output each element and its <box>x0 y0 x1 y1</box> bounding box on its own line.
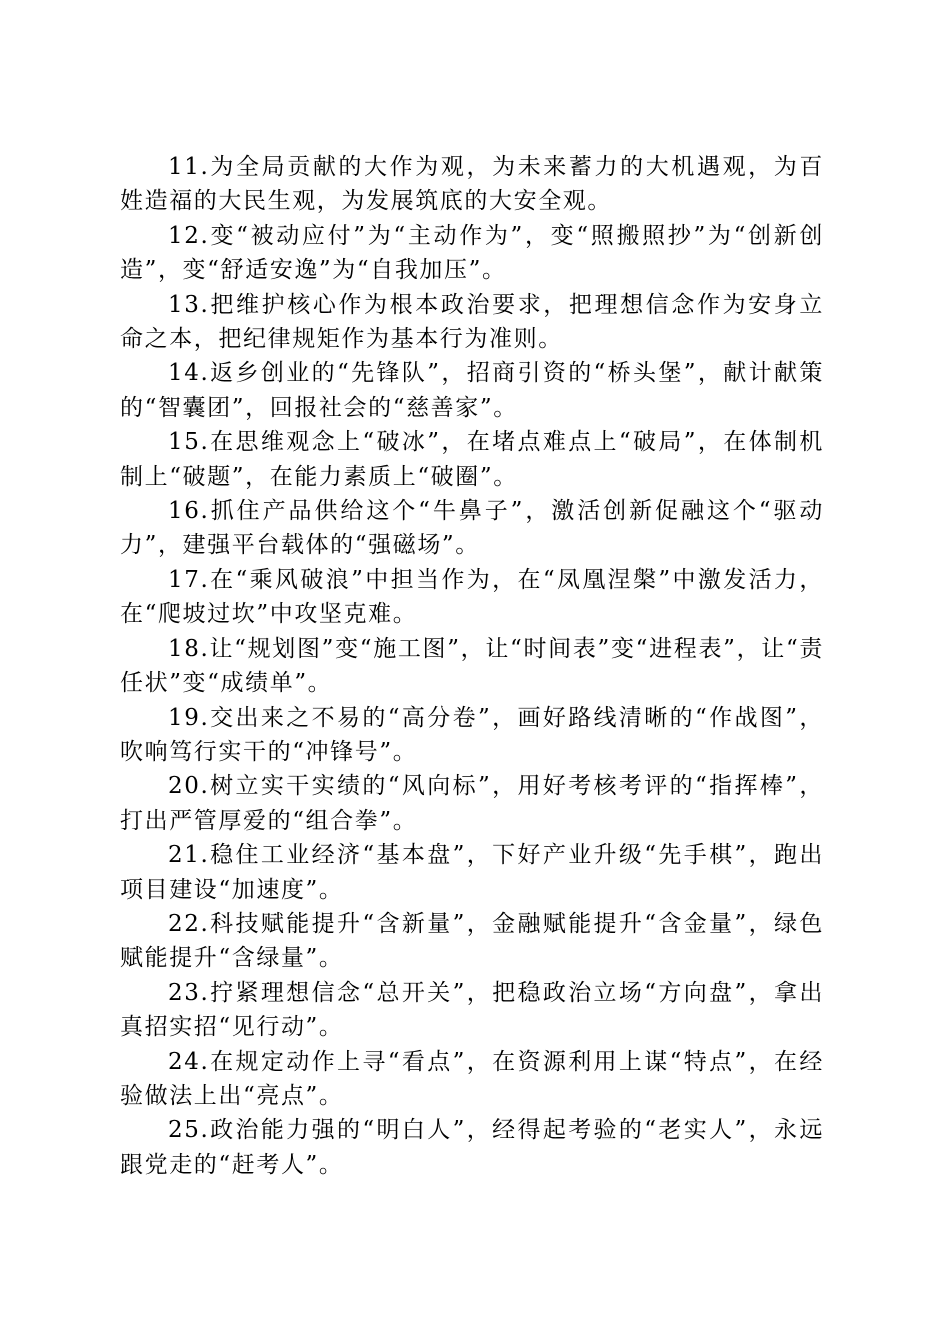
paragraph-21: 21.稳住工业经济“基本盘”，下好产业升级“先手棋”，跑出项目建设“加速度”。 <box>120 842 824 903</box>
paragraph-22: 22.科技赋能提升“含新量”，金融赋能提升“含金量”，绿色赋能提升“含绿量”。 <box>120 910 824 972</box>
paragraph-14: 14.返乡创业的“先锋队”，招商引资的“桥头堡”，献计献策的“智囊团”，回报社会的“慈善家”。 <box>120 360 824 421</box>
paragraph-19: 19.交出来之不易的“高分卷”，画好路线清晰的“作战图”，吹响笃行实干的“冲锋号”。 <box>120 704 824 765</box>
document-body <box>120 150 824 1182</box>
paragraph-15: 15.在思维观念上“破冰”，在堵点难点上“破局”，在体制机制上“破题”，在能力素质上“破圈”。 <box>120 429 824 490</box>
paragraph-24: 24.在规定动作上寻“看点”，在资源利用上谋“特点”，在经验做法上出“亮点”。 <box>120 1048 824 1109</box>
paragraph-20: 20.树立实干实绩的“风向标”，用好考核考评的“指挥棒”，打出严管厚爱的“组合拳”。 <box>120 773 824 834</box>
paragraph-18: 18.让“规划图”变“施工图”，让“时间表”变“进程表”，让“责任状”变“成绩单”。 <box>120 635 824 697</box>
paragraph-16: 16.抓住产品供给这个“牛鼻子”，激活创新促融这个“驱动力”，建强平台载体的“强磁场”。 <box>120 498 824 559</box>
paragraph-17: 17.在“乘风破浪”中担当作为，在“凤凰涅槃”中激发活力，在“爬坡过坎”中攻坚克难。 <box>120 566 824 628</box>
paragraph-12: 12.变“被动应付”为“主动作为”，变“照搬照抄”为“创新创造”，变“舒适安逸”为“自我加压”。 <box>120 222 824 284</box>
paragraph-11: 11.为全局贡献的大作为观，为未来蓄力的大机遇观，为百姓造福的大民生观，为发展筑底的大安全观。 <box>120 154 824 215</box>
paragraph-23: 23.拧紧理想信念“总开关”，把稳政治立场“方向盘”，拿出真招实招“见行动”。 <box>120 979 824 1041</box>
paragraph-25: 25.政治能力强的“明白人”，经得起考验的“老实人”，永远跟党走的“赶考人”。 <box>120 1117 824 1178</box>
paragraph-13: 13.把维护核心作为根本政治要求，把理想信念作为安身立命之本，把纪律规矩作为基本行为准则。 <box>120 291 824 353</box>
